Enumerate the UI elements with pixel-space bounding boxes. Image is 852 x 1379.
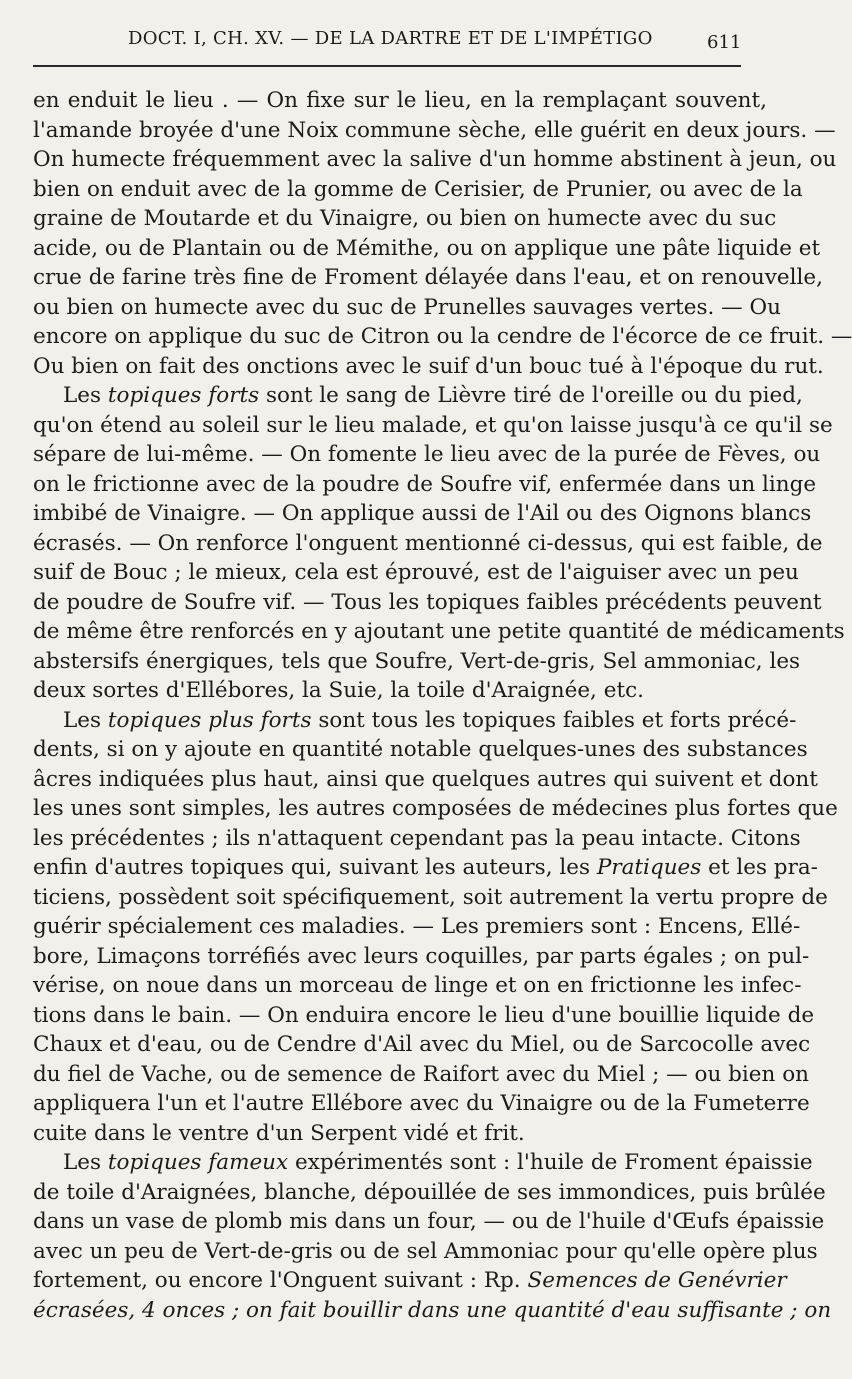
text-line: graine de Moutarde et du Vinaigre, ou bien on humecte avec du suc (33, 206, 777, 231)
text-line (33, 1296, 832, 1326)
text-line: cuite dans le ventre d'un Serpent vidé et frit. (33, 1120, 525, 1146)
text-line: encore on applique du suc de Citron ou la cendre de l'écorce de ce fruit. — (33, 324, 852, 349)
text-line: Les topiques plus forts sont tous les topiques faibles et forts précé- (63, 707, 797, 733)
paragraph (33, 381, 845, 706)
text-line: les précédentes ; ils n'attaquent cependant pas la peau intacte. Citons (33, 825, 801, 851)
text-line: guérir spécialement ces maladies. — Les premiers sont : Encens, Ellé- (33, 914, 801, 939)
header-rule (33, 65, 741, 67)
text-line: bore, Limaçons torréfiés avec leurs coquilles, par parts égales ; on pul- (33, 943, 810, 969)
text-line: abstersifs énergiques, tels que Soufre, Vert-de-gris, Sel ammoniac, les (33, 648, 801, 674)
text-line: fortement, ou encore l'Onguent suivant : Rp. Semences de Genévrier (33, 1268, 787, 1293)
text-line: avec un peu de Vert-de-gris ou de sel Ammoniac pour qu'elle opère plus (33, 1238, 818, 1264)
text-line: ou bien on humecte avec du suc de Prunelles sauvages vertes. — Ou (33, 294, 781, 320)
text-line: de même être renforcés en y ajoutant une petite quantité de médicaments (33, 619, 845, 644)
text-line: On humecte fréquemment avec la salive d'un homme abstinent à jeun, ou (33, 147, 837, 172)
text-line: Chaux et d'eau, ou de Cendre d'Ail avec du Miel, ou de Sarcocolle avec (33, 1032, 811, 1057)
text-line: suif de Bouc ; le mieux, cela est éprouvé, est de l'aiguiser avec un peu (33, 560, 799, 585)
text-line: Ou bien on fait des onctions avec le suif d'un bouc tué à l'époque du rut. (33, 353, 824, 379)
paragraph (33, 1148, 832, 1325)
italic-term: écrasées, 4 onces ; on fait bouillir dans une quantité d'eau suffisante ; on (33, 1297, 832, 1323)
text-line: écrasés. — On renforce l'onguent mentionné ci-dessus, qui est faible, de (33, 530, 823, 556)
text-line: acide, ou de Plantain ou de Mémithe, ou on applique une pâte liquide et (33, 235, 821, 261)
text-line: tions dans le bain. — On enduira encore le lieu d'une bouillie liquide de (33, 1002, 815, 1028)
text-line: ticiens, possèdent soit spécifiquement, soit autrement la vertu propre de (33, 884, 828, 910)
text-line: imbibé de Vinaigre. — On applique aussi de l'Ail ou des Oignons blancs (33, 501, 812, 526)
text-line: l'amande broyée d'une Noix commune sèche, elle guérit en deux jours. — (33, 117, 836, 143)
text-line: enfin d'autres topiques qui, suivant les auteurs, les Pratiques et les pra- (33, 855, 818, 880)
text-line: qu'on étend au soleil sur le lieu malade, et qu'on laisse jusqu'à ce qu'il se (33, 412, 833, 438)
paragraph (33, 86, 852, 381)
text-line: en enduit le lieu . — On fixe sur le lieu, en la remplaçant souvent, (33, 88, 767, 113)
text-line: dents, si on y ajoute en quantité notable quelques-unes des substances (33, 737, 808, 762)
italic-term: topiques forts (107, 383, 260, 408)
text-line: crue de farine très fine de Froment délayée dans l'eau, et on renouvelle, (33, 265, 823, 290)
body-text (33, 86, 852, 1325)
italic-term: topiques fameux (107, 1150, 289, 1175)
text-line: vérise, on noue dans un morceau de linge et on en frictionne les infec- (33, 973, 802, 998)
text-line: Les topiques forts sont le sang de Lièvre tiré de l'oreille ou du pied, (63, 383, 803, 408)
italic-term: topiques plus forts (107, 707, 312, 733)
text-line: Les topiques fameux expérimentés sont : l'huile de Froment épaissie (63, 1150, 813, 1175)
text-line: appliquera l'un et l'autre Ellébore avec du Vinaigre ou de la Fumeterre (33, 1091, 810, 1116)
text-line: dans un vase de plomb mis dans un four, — ou de l'huile d'Œufs épaissie (33, 1209, 825, 1234)
italic-term: Pratiques (596, 855, 702, 880)
text-line: les unes sont simples, les autres composées de médecines plus fortes que (33, 796, 838, 821)
text-line: de poudre de Soufre vif. — Tous les topiques faibles précédents peuvent (33, 589, 822, 615)
text-line: sépare de lui-même. — On fomente le lieu avec de la purée de Fèves, ou (33, 442, 821, 467)
running-title: DOCT. I, CH. XV. — DE LA DARTRE ET DE L'IMPÉTIGO (128, 28, 653, 49)
text-line: deux sortes d'Ellébores, la Suie, la toile d'Araignée, etc. (33, 678, 644, 703)
text-line: on le frictionne avec de la poudre de Soufre vif, enfermée dans un linge (33, 471, 817, 497)
paragraph (33, 706, 838, 1149)
text-line: du fiel de Vache, ou de semence de Raifort avec du Miel ; — ou bien on (33, 1061, 810, 1087)
page-number: 611 (707, 32, 742, 53)
page-header (0, 22, 800, 62)
text-line: de toile d'Araignées, blanche, dépouillée de ses immondices, puis brûlée (33, 1179, 826, 1205)
text-line: bien on enduit avec de la gomme de Cerisier, de Prunier, ou avec de la (33, 176, 803, 202)
italic-term: Semences de Genévrier (527, 1268, 787, 1293)
text-line: âcres indiquées plus haut, ainsi que quelques autres qui suivent et dont (33, 766, 818, 792)
